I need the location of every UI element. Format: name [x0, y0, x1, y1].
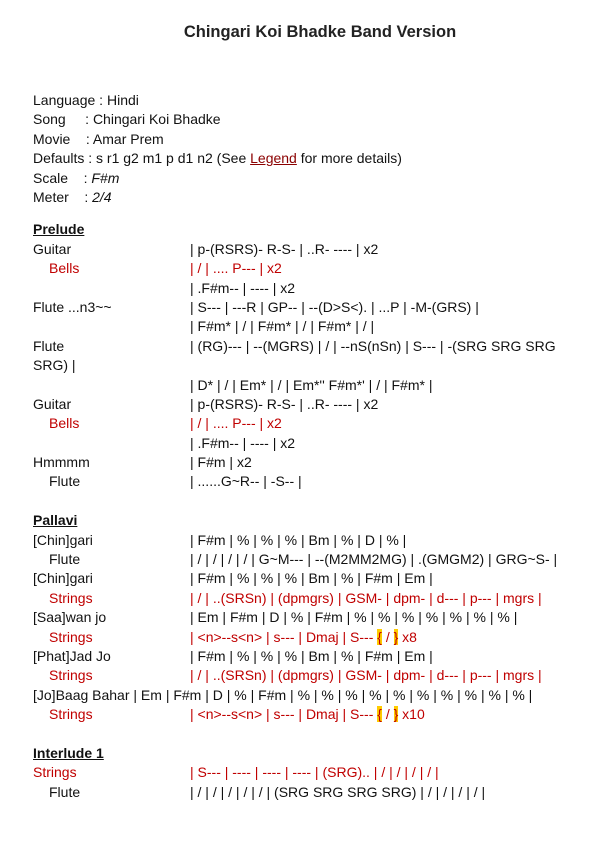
meta-song: Song : Chingari Koi Bhadke [33, 111, 221, 128]
notation-row: | D* | / | Em* | / | Em*'' F#m*' | / | F#m* | [190, 376, 433, 393]
notation-row: Hmmmm | F#m | x2 [33, 454, 252, 471]
notation-row: | .F#m-- | ---- | x2 [190, 434, 296, 451]
song-value: Chingari Koi Bhadke [92, 111, 221, 128]
notation-row: Guitar | p-(RSRS)- R-S- | ..R- ---- | x2 [33, 395, 379, 412]
repeat-marker: } [393, 628, 399, 645]
notation-row: | .F#m-- | ---- | x2 [190, 279, 296, 296]
notation-row: [Jo]Baag Bahar | Em | F#m | D | % | F#m | % | % | % | % | % | % | % | % | % | % | [33, 686, 533, 703]
repeat-marker: { [377, 628, 382, 645]
notation-row: Strings | <n>--s<n> | s--- | Dmaj | S--- { / } x8 [49, 628, 417, 645]
notation-row: Bells | / | .... P--- | x2 [49, 260, 282, 277]
notation-row: Flute ...n3~~ | S--- | ---R | GP-- | --(D>S<). | ...P | -M-(GRS) | [33, 298, 479, 315]
notation-row: Flute | / | / | / | / | G~M--- | --(M2MM2MG) | .(GMGM2) | GRG~S- | [49, 551, 558, 568]
notation-row: [Chin]gari | F#m | % | % | % | Bm | % | D | % | [33, 531, 407, 548]
notation-row: Flute | / | / | / | / | / | (SRG SRG SRG SRG) | / | / | / | / | [49, 783, 486, 800]
notation-row: Guitar | p-(RSRS)- R-S- | ..R- ---- | x2 [33, 240, 379, 257]
repeat-marker: { [377, 706, 382, 723]
section-heading-pallavi: Pallavi [33, 512, 78, 529]
meta-scale: Scale : F#m [33, 169, 120, 186]
meta-meter: Meter : 2/4 [33, 188, 112, 205]
notation-row: Strings | <n>--s<n> | s--- | Dmaj | S--- { / } x10 [49, 706, 425, 723]
language-value: Hindi [106, 92, 139, 108]
page-title: Chingari Koi Bhadke Band Version [183, 23, 457, 41]
movie-value: Amar Prem [92, 130, 164, 147]
section-heading-interlude-1: Interlude 1 [33, 744, 104, 761]
notation-row: Bells | / | .... P--- | x2 [49, 415, 282, 432]
notation-row: [Chin]gari | F#m | % | % | % | Bm | % | F#m | Em | [33, 570, 433, 587]
legend-link[interactable]: Legend [250, 150, 297, 167]
meta-defaults: Defaults : s r1 g2 m1 p d1 n2 (See Legend for more details) [33, 150, 402, 167]
notation-row: Strings | / | ..(SRSn) | (dpmgrs) | GSM- | dpm- | d--- | p--- | mgrs | [49, 667, 542, 684]
notation-row: | F#m* | / | F#m* | / | F#m* | / | [190, 318, 375, 335]
notation-row: [Phat]Jad Jo | F#m | % | % | % | Bm | % | F#m | Em | [33, 647, 433, 664]
meta-language: Language : Hindi [33, 92, 139, 108]
notation-row: Flute | ......G~R-- | -S-- | [49, 473, 302, 490]
repeat-marker: } [393, 706, 399, 723]
notation-row: Strings | S--- | ---- | ---- | ---- | (SRG).. | / | / | / | / | [33, 764, 439, 781]
notation-row: [Saa]wan jo | Em | F#m | D | % | F#m | % | % | % | % | % | % | % | [33, 609, 518, 626]
meter-value: 2/4 [92, 188, 112, 205]
notation-row: Strings | / | ..(SRSn) | (dpmgrs) | GSM- | dpm- | d--- | p--- | mgrs | [49, 589, 542, 606]
document-body [33, 91, 588, 802]
notation-row: Flute | (RG)--- | --(MGRS) | / | --nS(nSn) | S--- | -(SRG SRG SRG SRG) | [33, 337, 556, 374]
meta-movie: Movie : Amar Prem [33, 130, 164, 147]
scale-value: F#m [91, 169, 120, 186]
section-heading-prelude: Prelude [33, 221, 85, 238]
